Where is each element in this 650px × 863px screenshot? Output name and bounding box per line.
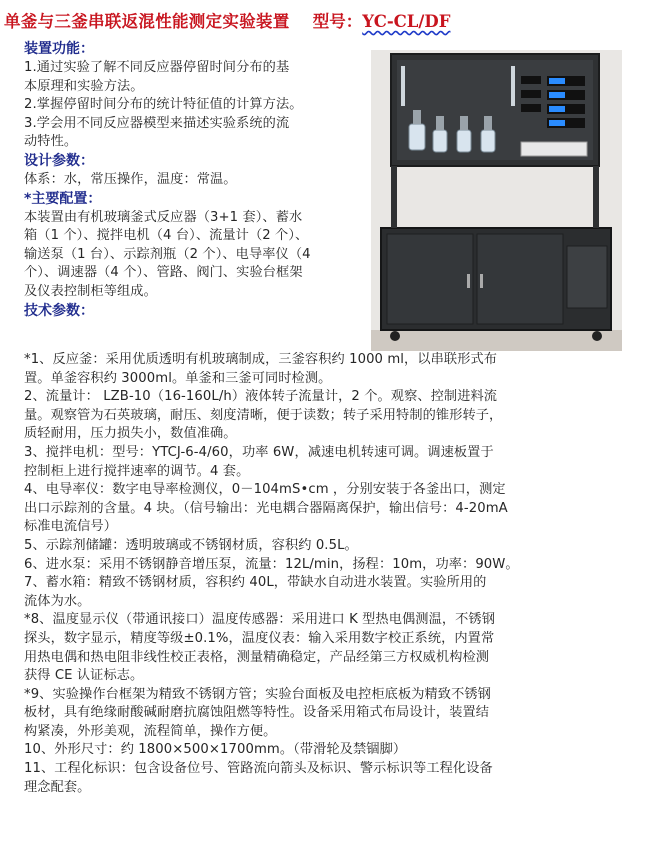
- design-line: 体系：水，常压操作，温度：常温。: [24, 171, 237, 187]
- tech-line: 6、进水泵：采用不锈钢静音增压泵，流量：12L/min，扬程：10m，功率：90W。: [24, 556, 519, 572]
- function-line: 本原理和实验方法。: [24, 78, 144, 94]
- tech-line: 流体为水。: [24, 593, 91, 609]
- config-line: 及仪表控制柜等组成。: [24, 283, 157, 299]
- model-label: 型号：: [312, 12, 363, 31]
- tech-line: 11、工程化标识：包含设备位号、管路流向箭头及标识、警示标识等工程化设备: [24, 761, 493, 777]
- function-heading: 装置功能：: [24, 41, 94, 57]
- design-heading: 设计参数：: [24, 152, 94, 169]
- tech-line: 标准电流信号）: [24, 519, 118, 535]
- function-line: 动特性。: [24, 134, 78, 150]
- function-line: 2.掌握停留时间分布的统计特征值的计算方法。: [24, 97, 303, 113]
- tech-line: 3、搅拌电机：型号：YTCJ-6-4/60，功率 6W，减速电机转速可调。调速板置于: [24, 444, 494, 460]
- tech-line: 控制柜上进行搅拌速率的调节。4 套。: [24, 463, 250, 479]
- tech-heading: 技术参数：: [24, 302, 94, 319]
- tech-line: 量。观察管为石英玻璃，耐压、刻度清晰，便于读数；转子采用特制的锥形转子，: [24, 407, 503, 423]
- config-heading: *主要配置：: [24, 190, 102, 207]
- tech-line: 10、外形尺寸：约 1800×500×1700mm。（带滑轮及禁锢脚）: [24, 742, 407, 758]
- title-row: [4, 8, 644, 34]
- tech-line: 出口示踪剂的含量。4 块。（信号输出：光电耦合器隔离保护，输出信号：4-20mA: [24, 500, 508, 516]
- tech-line: 获得 CE 认证标志。: [24, 668, 144, 684]
- model-value: YC-CL/DF: [362, 12, 451, 31]
- function-line: 1.通过实验了解不同反应器停留时间分布的基: [24, 60, 290, 75]
- tech-line: 置。单釜容积约 3000ml。单釜和三釜可同时检测。: [24, 370, 332, 386]
- tech-line: 构紧凑，外形美观，流程简单，操作方便。: [24, 723, 277, 739]
- tech-line: 探头，数字显示，精度等级±0.1%，温度仪表：输入采用数字校正系统，内置常: [24, 630, 495, 646]
- tech-params: [24, 351, 584, 797]
- tech-line: 质轻耐用，压力损失小，数值准确。: [24, 426, 237, 442]
- page-title: 单釜与三釜串联返混性能测定实验装置: [4, 12, 290, 31]
- equipment-illustration: [371, 50, 622, 351]
- equipment-photo: [371, 50, 622, 351]
- tech-line: 用热电偶和热电阻非线性校正表格，测量精确稳定，产品经第三方权威机构检测: [24, 649, 490, 665]
- config-line: 个）、调速器（4 个）、管路、阀门、实验台框架: [24, 265, 303, 281]
- tech-line: 4、电导率仪：数字电导率检测仪，0－104mS•cm ，分别安装于各釜出口，测定: [24, 482, 506, 498]
- tech-line: *1、反应釜：采用优质透明有机玻璃制成，三釜容积约 1000 ml，以串联形式布: [24, 352, 498, 367]
- tech-line: 板材，具有绝缘耐酸碱耐磨抗腐蚀阻燃等特性。设备采用箱式布局设计，装置结: [24, 705, 490, 721]
- tech-line: 2、流量计： LZB-10（16-160L/h）液体转子流量计，2 个。观察、控制进料流: [24, 389, 498, 405]
- function-line: 3.学会用不同反应器模型来描述实验系统的流: [24, 115, 290, 131]
- left-column: [24, 40, 364, 321]
- tech-line: *8、温度显示仪（带通讯接口）温度传感器：采用进口 K 型热电偶测温，不锈钢: [24, 612, 495, 628]
- tech-line: 5、示踪剂储罐：透明玻璃或不锈钢材质，容积约 0.5L。: [24, 537, 358, 553]
- tech-line: 理念配套。: [24, 779, 91, 795]
- config-line: 输送泵（1 台）、示踪剂瓶（2 个）、电导率仪（4: [24, 246, 311, 262]
- config-line: 箱（1 个）、搅拌电机（4 台）、流量计（2 个）、: [24, 228, 309, 244]
- tech-line: 7、蓄水箱：精致不锈钢材质，容积约 40L，带缺水自动进水装置。实验所用的: [24, 575, 487, 591]
- config-line: 本装置由有机玻璃釜式反应器（3+1 套）、蓄水: [24, 209, 303, 225]
- tech-line: *9、实验操作台框架为精致不锈钢方管；实验台面板及电控柜底板为精致不锈钢: [24, 686, 491, 702]
